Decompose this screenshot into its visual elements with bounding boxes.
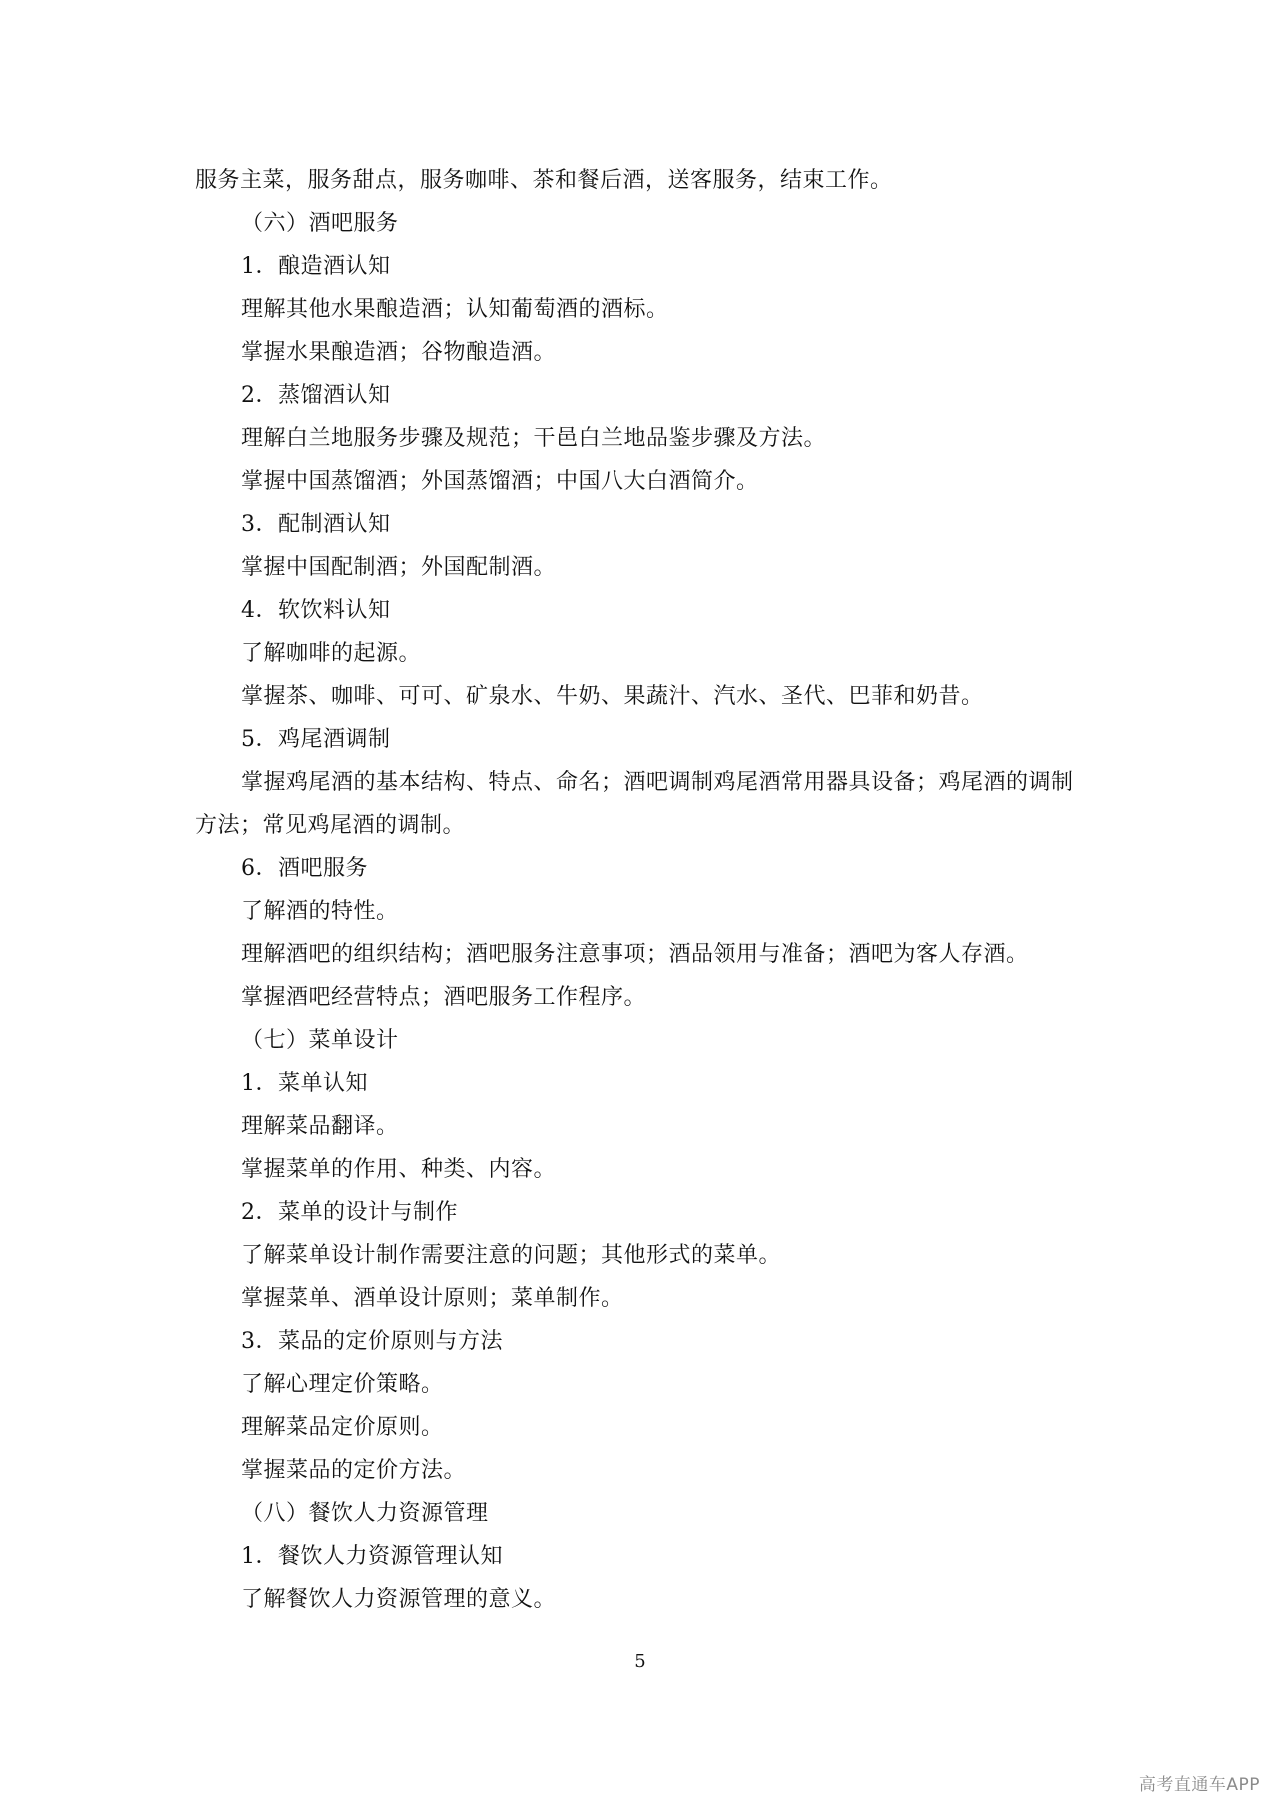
subsection-heading: 1．餐饮人力资源管理认知	[241, 1544, 503, 1569]
paragraph-line: 掌握水果酿造酒；谷物酿造酒。	[241, 340, 557, 365]
paragraph-line: 了解餐饮人力资源管理的意义。	[241, 1587, 557, 1612]
subsection-heading: 3．菜品的定价原则与方法	[241, 1329, 503, 1354]
subsection-heading: 2．菜单的设计与制作	[241, 1200, 458, 1225]
page-content	[195, 159, 1095, 1621]
paragraph-line: 掌握中国配制酒；外国配制酒。	[241, 555, 557, 580]
subsection-heading: 1．酿造酒认知	[241, 254, 391, 279]
paragraph-line: 掌握酒吧经营特点；酒吧服务工作程序。	[241, 985, 647, 1010]
paragraph-line: 理解其他水果酿造酒；认知葡萄酒的酒标。	[241, 297, 669, 322]
continuation-line: 服务主菜，服务甜点，服务咖啡、茶和餐后酒，送客服务，结束工作。	[195, 168, 893, 193]
subsection-heading: 1．菜单认知	[241, 1071, 368, 1096]
section-heading: （六）酒吧服务	[241, 211, 399, 236]
paragraph-line: 掌握菜单、酒单设计原则；菜单制作。	[241, 1286, 624, 1311]
paragraph-line: 了解菜单设计制作需要注意的问题；其他形式的菜单。	[241, 1243, 782, 1268]
paragraph-line: 理解菜品翻译。	[241, 1114, 399, 1139]
subsection-heading: 5．鸡尾酒调制	[241, 727, 391, 752]
paragraph-line: 了解心理定价策略。	[241, 1372, 444, 1397]
section-heading: （七）菜单设计	[241, 1028, 399, 1053]
paragraph-line: 了解酒的特性。	[241, 899, 399, 924]
paragraph-line: 掌握菜单的作用、种类、内容。	[241, 1157, 557, 1182]
watermark: 高考直通车APP	[1138, 1775, 1260, 1795]
paragraph-wrapped: 掌握鸡尾酒的基本结构、特点、命名；酒吧调制鸡尾酒常用器具设备；鸡尾酒的调制方法；常见鸡尾酒的调制。	[195, 770, 1074, 838]
paragraph-line: 理解白兰地服务步骤及规范；干邑白兰地品鉴步骤及方法。	[241, 426, 827, 451]
paragraph-line: 掌握中国蒸馏酒；外国蒸馏酒；中国八大白酒简介。	[241, 469, 759, 494]
subsection-heading: 4．软饮料认知	[241, 598, 391, 623]
paragraph-line: 理解酒吧的组织结构；酒吧服务注意事项；酒品领用与准备；酒吧为客人存酒。	[241, 942, 1029, 967]
page-number: 5	[634, 1651, 646, 1672]
subsection-heading: 6．酒吧服务	[241, 856, 368, 881]
paragraph-line: 理解菜品定价原则。	[241, 1415, 444, 1440]
subsection-heading: 2．蒸馏酒认知	[241, 383, 391, 408]
section-heading: （八）餐饮人力资源管理	[241, 1501, 489, 1526]
paragraph-line: 掌握菜品的定价方法。	[241, 1458, 467, 1483]
paragraph-line: 了解咖啡的起源。	[241, 641, 422, 666]
paragraph-line: 掌握茶、咖啡、可可、矿泉水、牛奶、果蔬汁、汽水、圣代、巴菲和奶昔。	[241, 684, 984, 709]
subsection-heading: 3．配制酒认知	[241, 512, 391, 537]
